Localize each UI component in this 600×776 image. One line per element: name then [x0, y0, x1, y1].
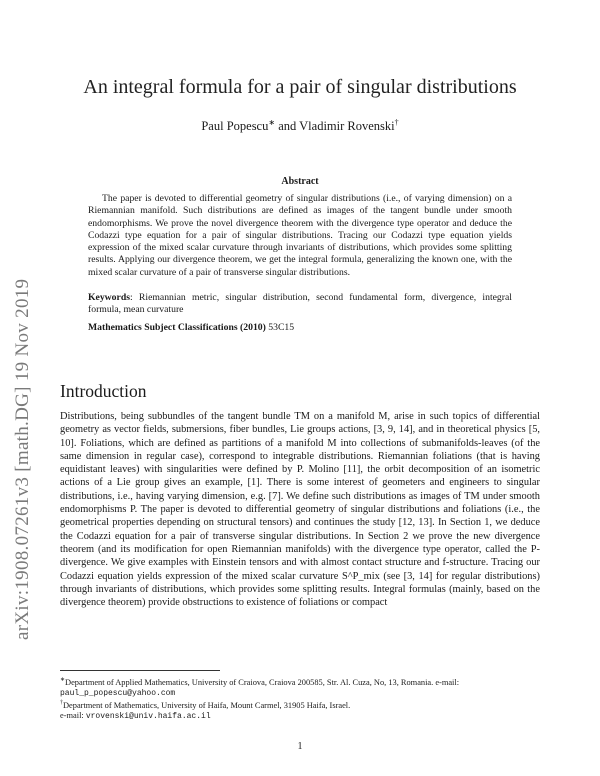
footnote-1-email[interactable]: paul_p_popescu@yahoo.com [60, 689, 176, 699]
footnote-2-email-label: e-mail: [60, 711, 86, 721]
author-rovenski-mark: † [394, 118, 399, 127]
msc-label: Mathematics Subject Classifications (2010) [88, 322, 266, 333]
abstract-heading: Abstract [281, 176, 319, 187]
arxiv-identifier: arXiv:1908.07261v3 [math.DG] 19 Nov 2019 [12, 278, 33, 640]
msc-code: 53C15 [268, 322, 295, 333]
keywords-text: : Riemannian metric, singular distribution, second fundamental form, divergence, integral formula, mean curvature [88, 292, 512, 316]
footnote-1 [60, 675, 540, 700]
footnote-1-mark: ∗ [60, 677, 66, 683]
authors [60, 118, 540, 134]
footnote-1-text: Department of Applied Mathematics, University of Craiova, Craiova 200585, Str. Al. Cuza, No, 13, Romania. e-mail: [65, 677, 460, 687]
paper-title: An integral formula for a pair of singular distributions [83, 76, 517, 98]
author-rovenski: Vladimir Rovenski [299, 119, 395, 134]
footnote-2-mark: † [60, 700, 63, 706]
author-and: and [278, 119, 297, 134]
footnote-2-text: Department of Mathematics, University of Haifa, Mount Carmel, 31905 Haifa, Israel. [63, 700, 351, 710]
abstract-text: The paper is devoted to differential geometry of singular distributions (i.e., of varying dimension) on a Riemannian manifold. Such distributions are defined as images of the tangent bundle under smooth endomorphisms. We prove the novel divergence theorem with the divergence type operator and deduce the Codazzi type equation for a pair of singular distributions. Tracing our Codazzi type equation yields expression of the mixed scalar curvature through invariants of distributions, which provides some splitting results. Applying our divergence theorem, we get the integral formula, generalizing the known one, with the mixed scalar curvature of a pair of transverse singular distributions. [88, 193, 512, 278]
page-number: 1 [297, 741, 303, 752]
footnote-rule [60, 670, 220, 671]
keywords-label: Keywords [88, 292, 130, 303]
msc [88, 322, 512, 333]
author-popescu-mark: ∗ [268, 118, 276, 127]
keywords [88, 292, 512, 317]
author-popescu: Paul Popescu [201, 119, 269, 134]
section-heading-introduction: Introduction [60, 381, 147, 401]
footnote-2-email[interactable]: vrovenski@univ.haifa.ac.il [85, 712, 211, 722]
footnote-2 [60, 698, 540, 723]
introduction-text: Distributions, being subbundles of the tangent bundle TM on a manifold M, arise in such topics of differential geometry as vector fields, submersions, fiber bundles, Lie groups actions, [3, 9, 14], and in theoretical physics [5, 10]. Foliations, which are defined as partitions of a manifold M into collections of submanifolds-leaves (of the same dimension in regular case), correspond to integrable distributions. Riemannian foliations (that is having equidistant leaves) with singularities were defined by P. Molino [11], the orbit decomposition of an isometric actions of a Lie group gives an example, [1]. There is some interest of geometers and engineers to singular distributions, i.e., having varying dimension, e.g. [7]. We define such distributions as images of TM under smooth endomorphisms P. The paper is devoted to differential geometry of singular distributions and foliations (i.e., the geometrical properties depending on structural tensors) and continues the study [12, 13]. In Section 1, we deduce the Codazzi equation for a pair of transverse singular distributions. In Section 2 we prove the new divergence theorem (and its modification for open Riemannian manifolds) with the divergence type operator, called the P-divergence. We give examples with Einstein tensors and with almost contact structure and f-structure. Tracing our Codazzi equation yields expression of the mixed scalar curvature S^P_mix (see [3, 14] for regular distributions) through invariants of distributions, which provides some splitting results. Integral formulas (mainly, based on the divergence theorem) provide obstructions to existence of foliations or compact [60, 411, 540, 609]
